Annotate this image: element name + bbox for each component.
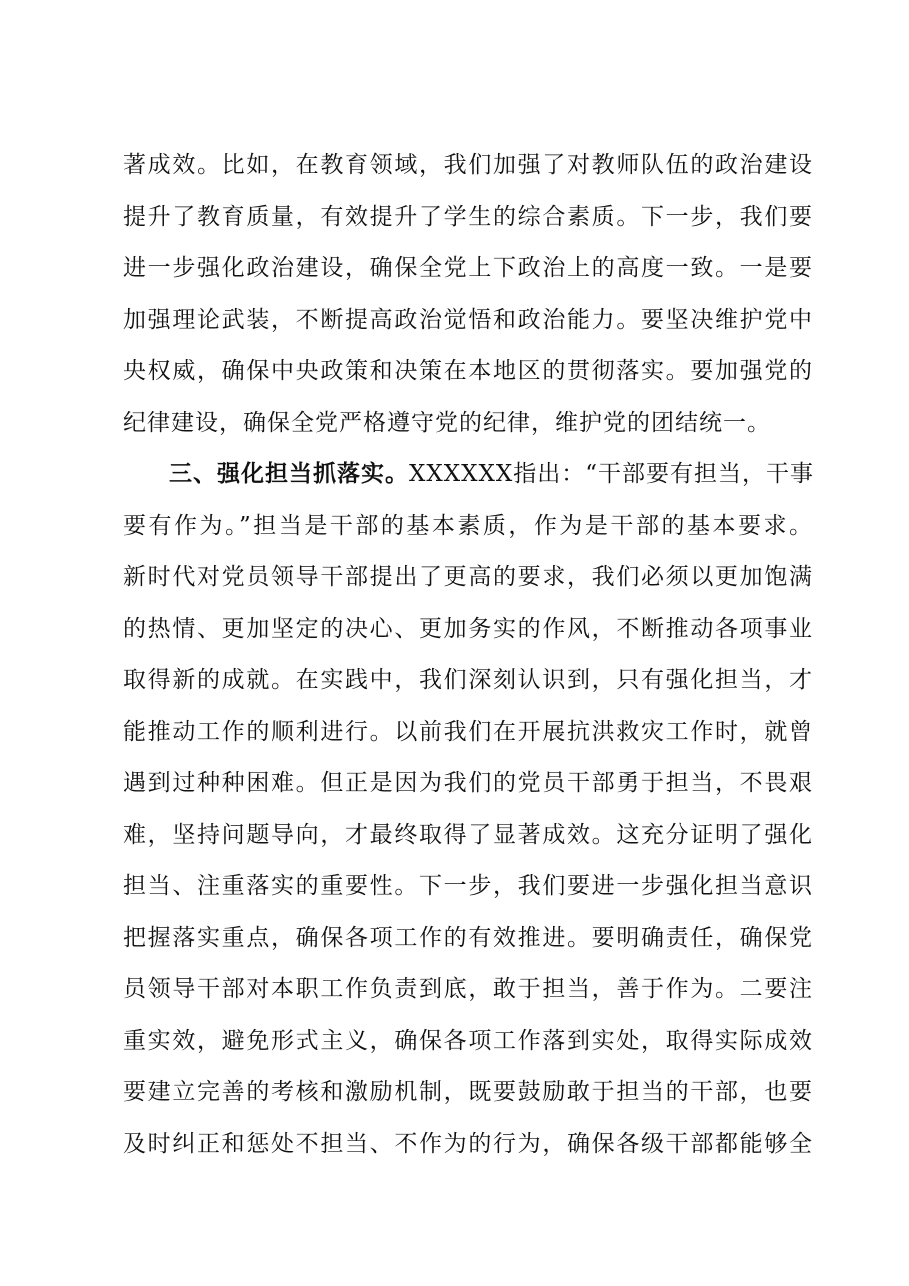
text-line: 要建立完善的考核和激励机制，既要鼓励敢于担当的干部，也要 <box>123 1079 813 1105</box>
body-text <box>123 140 813 1170</box>
text-line: 难，坚持问题导向，才最终取得了显著成效。这充分证明了强化 <box>123 821 813 848</box>
text-line: 进一步强化政治建设，确保全党上下政治上的高度一致。一是要 <box>123 255 813 281</box>
text-line: 著成效。比如，在教育领域，我们加强了对教师队伍的政治建设 <box>123 152 813 178</box>
text-line: 员领导干部对本职工作负责到底，敢于担当，善于作为。二要注 <box>123 976 813 1002</box>
text-line: 央权威，确保中央政策和决策在本地区的贯彻落实。要加强党的 <box>123 358 813 384</box>
text-line: 把握落实重点，确保各项工作的有效推进。要明确责任，确保党 <box>123 924 813 951</box>
text-line: 及时纠正和惩处不担当、不作为的行为，确保各级干部都能够全 <box>123 1130 813 1157</box>
text-line: 新时代对党员领导干部提出了更高的要求，我们必须以更加饱满 <box>123 564 813 590</box>
text-line: 遇到过种种困难。但正是因为我们的党员干部勇于担当，不畏艰 <box>123 770 813 796</box>
text-line: 取得新的成就。在实践中，我们深刻认识到，只有强化担当，才 <box>123 667 813 693</box>
paragraph-responsibility <box>123 449 813 1170</box>
text-line: 提升了教育质量，有效提升了学生的综合素质。下一步，我们要 <box>123 203 813 230</box>
paragraph-political-building <box>123 140 813 449</box>
text-line: 的热情、更加坚定的决心、更加务实的作风，不断推动各项事业 <box>123 615 813 642</box>
text-line: 纪律建设，确保全党严格遵守党的纪律，维护党的团结统一。 <box>123 409 771 436</box>
text-line: 能推动工作的顺利进行。以前我们在开展抗洪救灾工作时，就曾 <box>123 718 813 745</box>
text-line: 担当、注重落实的重要性。下一步，我们要进一步强化担当意识 <box>123 873 813 899</box>
text-line: 加强理论武装，不断提高政治觉悟和政治能力。要坚决维护党中 <box>123 306 813 333</box>
first-line-text: XXXXXX指出：“干部要有担当，干事 <box>409 461 815 487</box>
text-line: 重实效，避免形式主义，确保各项工作落到实处，取得实际成效 <box>123 1027 813 1054</box>
paragraph-first-line <box>123 449 813 501</box>
text-line: 要有作为。”担当是干部的基本素质，作为是干部的基本要求。 <box>123 512 813 539</box>
section-heading: 三、强化担当抓落实。 <box>169 461 409 487</box>
